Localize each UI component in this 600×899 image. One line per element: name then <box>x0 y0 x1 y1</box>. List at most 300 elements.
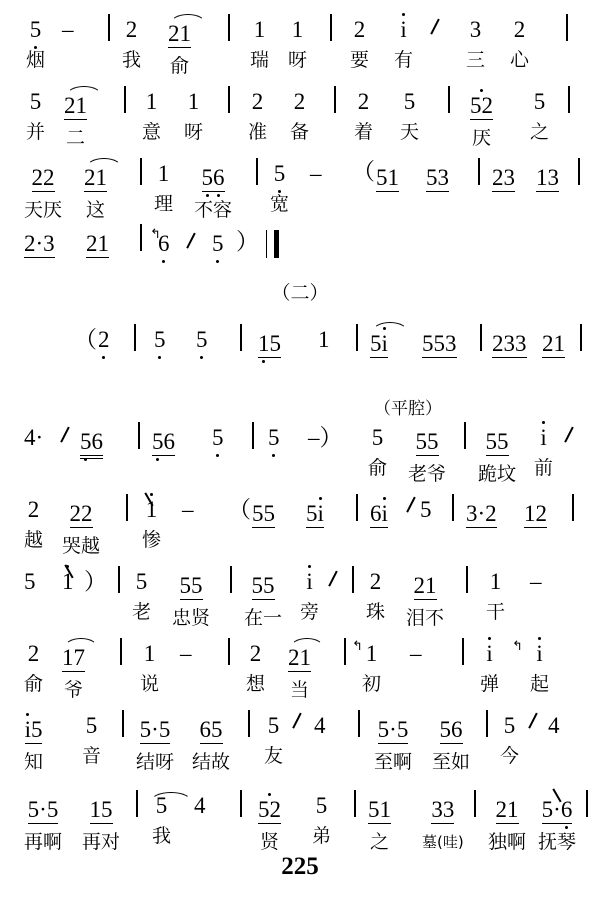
note-number: 5·5 <box>27 797 59 822</box>
lyric-syllable: 三 <box>466 49 486 71</box>
portamento-stroke <box>406 497 415 513</box>
bar-line <box>568 86 570 113</box>
bar-line <box>352 566 354 593</box>
note-cell <box>306 502 324 528</box>
parenthesis-open <box>74 328 97 352</box>
lyric-syllable: 俞 <box>169 55 189 77</box>
note-number: 21 <box>168 21 191 46</box>
lyric-syllable: 理 <box>154 193 174 215</box>
note-number: 3 <box>469 17 482 42</box>
note-number: 56 <box>439 717 463 742</box>
note-number: 5 <box>85 713 98 738</box>
staff-system-10 <box>0 708 600 780</box>
note-number: 21 <box>84 165 107 190</box>
bar-line <box>140 224 142 251</box>
note-cell <box>24 570 36 594</box>
lyric-syllable: 准 <box>248 121 268 143</box>
note-cell <box>80 430 103 456</box>
note-number: （ <box>228 497 251 522</box>
lyric-syllable: 俞 <box>368 457 388 479</box>
lyric-syllable: 初 <box>362 673 382 695</box>
staff-system-4 <box>0 222 600 284</box>
note-number: 4 <box>548 713 560 738</box>
note-cell <box>244 574 282 629</box>
note-number: – <box>182 497 194 522</box>
note-cell <box>152 794 171 847</box>
note-cell <box>24 718 43 773</box>
parenthesis-open <box>228 498 251 522</box>
note-cell <box>530 642 549 695</box>
note-number: 5 <box>29 17 42 42</box>
staff-system-5 <box>0 322 600 394</box>
note-number: 22 <box>31 165 55 190</box>
note-number: 553 <box>422 331 457 356</box>
note-cell <box>368 798 391 853</box>
bar-line <box>228 86 230 113</box>
note-number: 17 <box>62 645 85 670</box>
note-number: 5 <box>154 327 166 352</box>
note-number: 5 <box>371 425 384 450</box>
parenthesis-open <box>352 160 375 184</box>
note-cell <box>538 798 576 853</box>
lyric-syllable: 至如 <box>432 751 471 773</box>
note-cell <box>24 642 43 695</box>
lyric-syllable: 有 <box>394 49 414 71</box>
style-annotation-row <box>0 394 600 420</box>
bar-line <box>108 14 110 41</box>
note-cell <box>408 430 446 485</box>
lyric-syllable: 要 <box>350 49 370 71</box>
note-cell <box>486 570 505 623</box>
note-cell <box>98 328 110 352</box>
note-number: 2 <box>513 17 526 42</box>
note-number: 2 <box>357 89 370 114</box>
note-cell <box>132 570 151 623</box>
note-cell <box>192 718 230 773</box>
bar-line <box>356 324 358 351</box>
note-number: 65 <box>199 717 223 742</box>
note-cell <box>64 94 87 149</box>
note-cell <box>426 166 449 192</box>
lyric-syllable: 着 <box>354 121 374 143</box>
note-cell <box>82 714 101 767</box>
note-cell <box>466 502 497 528</box>
lyric-syllable: 天 <box>400 121 420 143</box>
note-number: 33 <box>431 797 455 822</box>
lyric-syllable: 珠 <box>366 601 386 623</box>
note-cell <box>142 90 161 143</box>
parenthesis-close <box>236 230 259 254</box>
parenthesis-close <box>84 570 107 594</box>
lyric-syllable: 不容 <box>194 199 233 221</box>
note-cell <box>530 570 542 594</box>
bar-line <box>464 422 466 449</box>
note-number: 1 <box>365 641 378 666</box>
lyric-syllable: 结呀 <box>136 751 175 773</box>
note-number: 2 <box>249 641 262 666</box>
note-number: 21 <box>495 797 519 822</box>
lyric-syllable: 俞 <box>24 673 44 695</box>
bar-line <box>486 710 488 737</box>
lyric-syllable: 瑞 <box>250 49 270 71</box>
note-number: 1 <box>157 161 170 186</box>
bar-line <box>356 494 358 521</box>
note-cell <box>310 162 322 186</box>
note-cell <box>24 426 43 450</box>
lyric-syllable: 贤 <box>259 831 279 853</box>
staff-system-6 <box>0 420 600 492</box>
bar-line <box>248 710 250 737</box>
note-cell <box>466 18 485 71</box>
bar-line <box>134 324 136 351</box>
lyric-syllable: 在一 <box>244 607 283 629</box>
note-cell <box>196 328 208 352</box>
note-number: 1 <box>318 327 330 352</box>
lyric-syllable: 干 <box>486 601 506 623</box>
note-number: – <box>310 161 322 186</box>
lyric-syllable: 当 <box>289 679 309 701</box>
lyric-syllable: 旁 <box>300 601 320 623</box>
bar-line <box>578 158 580 185</box>
note-number: 21 <box>413 573 437 598</box>
lyric-syllable: 老 <box>132 601 152 623</box>
note-cell <box>290 90 309 143</box>
note-number: 5 <box>135 569 148 594</box>
note-number: – <box>410 641 422 666</box>
lyric-syllable: 之 <box>530 121 550 143</box>
note-cell <box>248 90 267 143</box>
note-number: 56 <box>201 165 225 190</box>
portamento-stroke <box>430 19 439 35</box>
section-label-row <box>0 278 600 322</box>
note-cell <box>492 332 527 358</box>
note-number: 6i <box>370 501 388 526</box>
bar-line <box>452 494 454 521</box>
lyric-syllable: 跪坟 <box>478 463 517 485</box>
ornament-mark: ↰ <box>512 638 523 653</box>
note-cell <box>422 332 457 358</box>
note-cell <box>172 574 210 629</box>
note-cell <box>480 642 499 695</box>
note-cell <box>530 90 549 143</box>
lyric-syllable: 越 <box>24 529 44 551</box>
note-number: 1 <box>145 497 158 522</box>
note-number: 23 <box>492 165 515 190</box>
note-number: 4 <box>194 793 206 818</box>
lyric-syllable: 天厌 <box>24 199 63 221</box>
note-number: 5 <box>403 89 416 114</box>
note-number: – <box>530 569 542 594</box>
ornament-mark: ↰ <box>352 638 363 653</box>
note-cell <box>180 642 192 666</box>
lyric-syllable: 呀 <box>288 49 308 71</box>
note-cell <box>24 232 55 258</box>
note-number: 5 <box>268 425 280 450</box>
note-number: i5 <box>24 717 43 742</box>
note-cell <box>548 714 560 738</box>
note-cell <box>24 798 62 853</box>
note-number: 1 <box>187 89 200 114</box>
note-number: i <box>486 641 493 666</box>
staff-system-9 <box>0 636 600 708</box>
bar-line <box>566 14 568 41</box>
note-number: 5i <box>370 331 388 356</box>
bar-line <box>252 422 254 449</box>
note-cell <box>376 166 399 192</box>
note-number: 21 <box>64 93 87 118</box>
note-cell <box>370 502 388 528</box>
note-cell <box>300 570 319 623</box>
note-number: 5 <box>420 497 432 522</box>
bar-line <box>228 14 230 41</box>
note-cell <box>542 332 565 358</box>
note-number: 55 <box>179 573 203 598</box>
note-cell <box>182 498 194 522</box>
lyric-syllable: 再啊 <box>24 831 63 853</box>
note-cell <box>26 18 45 71</box>
note-number: – <box>62 17 74 42</box>
note-number: 5 <box>267 713 280 738</box>
note-number: 6 <box>158 231 170 256</box>
note-cell <box>168 22 191 77</box>
note-cell <box>368 426 387 479</box>
note-number: 4 <box>314 713 326 738</box>
portamento-stroke <box>528 713 537 729</box>
note-cell <box>252 502 275 528</box>
lyric-syllable: 忠贤 <box>172 607 211 629</box>
note-cell <box>140 642 159 695</box>
bar-line <box>124 86 126 113</box>
note-cell <box>524 502 547 528</box>
bar-line <box>228 638 230 665</box>
note-number: 2 <box>27 641 40 666</box>
note-cell <box>500 714 519 767</box>
staff-system-8 <box>0 564 600 636</box>
note-cell <box>258 798 281 853</box>
note-number: 2 <box>353 17 366 42</box>
lyric-syllable: 备 <box>290 121 310 143</box>
bar-line <box>474 790 476 817</box>
final-double-bar <box>266 230 279 258</box>
portamento-stroke <box>186 233 195 249</box>
staff-system-1 <box>0 12 600 84</box>
bar-line <box>344 638 346 665</box>
bar-line <box>586 790 588 817</box>
note-number: 2 <box>251 89 264 114</box>
note-cell <box>374 718 412 773</box>
note-number: 15 <box>89 797 113 822</box>
lyric-syllable: 友 <box>264 745 284 767</box>
note-cell <box>288 646 311 701</box>
lyric-syllable: 墓(哇) <box>422 833 464 851</box>
lyric-syllable: 烟 <box>26 49 46 71</box>
lyric-syllable: 弹 <box>480 673 500 695</box>
note-number: 5·6 <box>541 797 573 822</box>
note-number: i <box>306 569 313 594</box>
note-cell <box>394 18 413 71</box>
note-number: 1 <box>253 17 266 42</box>
note-number: 1 <box>145 89 158 114</box>
bar-line <box>118 566 120 593</box>
portamento-stroke <box>564 427 573 443</box>
note-cell <box>268 426 280 450</box>
lyric-syllable: 再对 <box>82 831 121 853</box>
note-number: 1 <box>291 17 304 42</box>
lyric-syllable: 惨 <box>142 529 162 551</box>
note-cell <box>62 646 85 701</box>
note-cell <box>62 570 74 594</box>
note-number: 55 <box>415 429 439 454</box>
note-cell <box>194 166 232 221</box>
bar-line <box>126 494 128 521</box>
note-number: 53 <box>426 165 449 190</box>
lyric-syllable: 意 <box>142 121 162 143</box>
bar-line <box>140 158 142 185</box>
bar-line <box>330 14 332 41</box>
note-number: 51 <box>368 797 391 822</box>
staff-system-7 <box>0 492 600 564</box>
note-number: 51 <box>376 165 399 190</box>
note-cell <box>152 430 175 456</box>
lyric-syllable: 音 <box>82 745 102 767</box>
note-number: 5 <box>24 569 36 594</box>
note-number: 55 <box>485 429 509 454</box>
note-cell <box>314 714 326 738</box>
note-cell <box>308 426 343 450</box>
note-number: 55 <box>252 501 275 526</box>
lyric-syllable: 今 <box>500 745 520 767</box>
note-cell <box>350 18 369 71</box>
lyric-syllable: 这 <box>85 199 105 221</box>
note-number: –） <box>308 425 343 450</box>
lyric-syllable: 至啊 <box>374 751 413 773</box>
note-number: 15 <box>258 331 281 356</box>
staff-system-3 <box>0 156 600 228</box>
note-cell <box>86 232 109 258</box>
note-cell <box>510 18 529 71</box>
note-number: 52 <box>258 797 281 822</box>
lyric-syllable: 弟 <box>312 825 332 847</box>
bar-line <box>480 324 482 351</box>
note-cell <box>420 498 432 522</box>
bar-line <box>354 790 356 817</box>
bar-line <box>462 638 464 665</box>
note-number: 1 <box>62 569 74 594</box>
note-number: i <box>400 17 407 42</box>
bar-line <box>580 324 582 351</box>
note-cell <box>26 90 45 143</box>
note-cell <box>212 426 224 450</box>
note-number: 22 <box>69 501 93 526</box>
note-number: 21 <box>86 231 109 256</box>
lyric-syllable: 前 <box>534 457 554 479</box>
note-cell <box>154 162 173 215</box>
note-cell <box>288 18 307 71</box>
lyric-syllable: 心 <box>510 49 530 71</box>
note-cell <box>142 498 161 551</box>
note-cell <box>258 332 281 358</box>
bar-line <box>120 638 122 665</box>
lyric-syllable: 呀 <box>184 121 204 143</box>
note-number: 1 <box>143 641 156 666</box>
note-cell <box>318 328 330 352</box>
note-number: 21 <box>288 645 311 670</box>
note-cell <box>400 90 419 143</box>
staff-system-11 <box>0 788 600 860</box>
lyric-syllable: 说 <box>140 673 160 695</box>
note-cell <box>122 18 141 71</box>
note-number: 2·3 <box>24 231 55 256</box>
bar-line <box>230 566 232 593</box>
lyric-syllable: 起 <box>530 673 550 695</box>
note-cell <box>24 498 43 551</box>
note-number: 233 <box>492 331 527 356</box>
section-marker: （二） <box>271 282 329 304</box>
lyric-syllable: 结故 <box>192 751 231 773</box>
note-cell <box>246 642 265 695</box>
lyric-syllable: 我 <box>122 49 142 71</box>
note-cell <box>536 166 559 192</box>
lyric-syllable: 之 <box>369 831 389 853</box>
note-cell <box>362 642 381 695</box>
bar-line <box>466 566 468 593</box>
note-cell <box>470 94 493 149</box>
note-number: 5 <box>29 89 42 114</box>
staff-system-2 <box>0 84 600 156</box>
lyric-syllable: 并 <box>26 121 46 143</box>
note-cell <box>264 714 283 767</box>
lyric-syllable: 抚琴 <box>538 831 577 853</box>
lyric-syllable: 泪不 <box>406 607 445 629</box>
note-number: 56 <box>80 429 103 454</box>
note-cell <box>270 162 289 215</box>
note-cell <box>136 718 174 773</box>
lyric-syllable: 爷 <box>63 679 83 701</box>
bar-line <box>478 158 480 185</box>
note-cell <box>492 166 515 192</box>
note-number: 5 <box>196 327 208 352</box>
note-cell <box>432 718 470 773</box>
note-cell <box>488 798 526 853</box>
note-number: 5 <box>273 161 286 186</box>
note-cell <box>422 798 464 853</box>
note-cell <box>366 570 385 623</box>
bar-line <box>138 422 140 449</box>
note-number: 5 <box>212 231 224 256</box>
lyric-syllable: 宽 <box>270 193 290 215</box>
note-number: 5 <box>155 793 168 818</box>
bar-line <box>334 86 336 113</box>
ornament-mark: ↰ <box>150 226 161 241</box>
note-cell <box>84 166 107 221</box>
note-number: 55 <box>251 573 275 598</box>
portamento-stroke <box>292 713 301 729</box>
note-number: 21 <box>542 331 565 356</box>
note-number: 5 <box>315 793 328 818</box>
note-number: 5i <box>306 501 324 526</box>
note-number: 52 <box>470 93 493 118</box>
lyric-syllable: 厌 <box>471 127 491 149</box>
note-number: 13 <box>536 165 559 190</box>
note-number: （ <box>352 159 375 184</box>
note-number: 12 <box>524 501 547 526</box>
note-number: 5 <box>212 425 224 450</box>
bar-line <box>358 710 360 737</box>
note-cell <box>354 90 373 143</box>
note-number: 56 <box>152 429 175 454</box>
lyric-syllable: 我 <box>152 825 172 847</box>
note-number: 5 <box>503 713 516 738</box>
